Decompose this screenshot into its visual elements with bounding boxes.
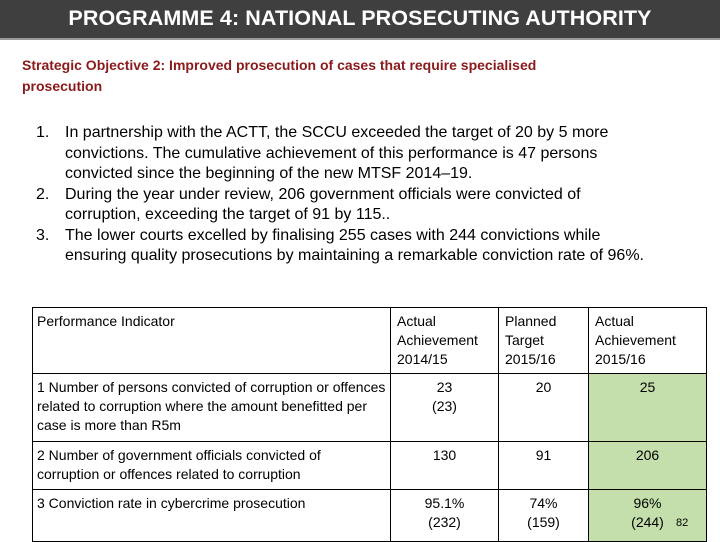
planned-2015-16-cell [499, 490, 589, 542]
indicator-cell: 1 Number of persons convicted of corruption or offences related to corruption where the amount benefitted per case is more than R5m [33, 374, 391, 442]
list-item-line: During the year under review, 206 government officials were convicted of [65, 185, 581, 203]
list-item-line: corruption, exceeding the target of 91 by 115.. [65, 206, 391, 223]
objective-line-2: prosecution [22, 78, 103, 94]
actual-2014-15-cell [391, 442, 499, 490]
indicator-cell: 3 Conviction rate in cybercrime prosecution [33, 490, 391, 542]
cell-value: 20 [535, 379, 552, 395]
header-planned-2015-16 [499, 308, 589, 374]
page-number: 82 [676, 517, 689, 529]
list-item-line: convicted since the beginning of the new MTSF 2014–19. [65, 165, 473, 182]
table-row [33, 490, 707, 542]
table-row [33, 442, 707, 490]
actual-2014-15-cell [391, 374, 499, 442]
header-text: Planned [505, 313, 557, 329]
cell-value: (23) [432, 398, 457, 414]
header-text: Achievement [397, 332, 478, 348]
actual-2015-16-cell [589, 442, 707, 490]
title-bar [0, 0, 720, 40]
list-item-line: ensuring quality prosecutions by maintaining a remarkable conviction rate of 96%. [65, 247, 644, 264]
cell-value: (232) [428, 514, 461, 530]
header-actual-2015-16 [589, 308, 707, 374]
cell-value: 95.1% [424, 495, 465, 511]
actual-2015-16-cell [589, 490, 707, 542]
page-title: PROGRAMME 4: NATIONAL PROSECUTING AUTHORITY [68, 6, 652, 30]
header-text: Achievement [595, 332, 676, 348]
list-item [36, 123, 720, 185]
header-text: 2015/16 [595, 351, 646, 367]
cell-value: 96% [633, 495, 662, 511]
actual-2015-16-cell [589, 374, 707, 442]
list-item-number: 3. [36, 226, 50, 244]
list-item-line: In partnership with the ACTT, the SCCU exceeded the target of 20 by 5 more [65, 124, 609, 141]
table-row [33, 374, 707, 442]
objective-line-1: Strategic Objective 2: Improved prosecution of cases that require specialised [22, 57, 537, 73]
performance-indicator-table [32, 307, 707, 542]
cell-value: 130 [432, 447, 457, 463]
actual-2014-15-cell [391, 490, 499, 542]
header-indicator: Performance Indicator [33, 308, 391, 374]
planned-2015-16-cell [499, 374, 589, 442]
list-item [36, 226, 720, 267]
header-actual-2014-15 [391, 308, 499, 374]
list-item-line: The lower courts excelled by finalising 255 cases with 244 convictions while [65, 226, 601, 244]
list-item-line: convictions. The cumulative achievement of this performance is 47 persons [65, 144, 598, 162]
planned-2015-16-cell [499, 442, 589, 490]
list-item-number: 1. [36, 124, 50, 141]
header-text: Actual [595, 313, 634, 329]
list-item [36, 185, 720, 226]
cell-value: (244) [631, 514, 664, 530]
cell-value: 23 [436, 379, 453, 395]
header-text: 2015/16 [505, 351, 556, 367]
strategic-objective [22, 55, 662, 97]
header-text: Actual [397, 313, 436, 329]
header-text: Target [505, 332, 544, 348]
achievement-list [36, 123, 720, 267]
cell-value: 206 [635, 447, 660, 463]
header-text: 2014/15 [397, 351, 448, 367]
cell-value: 91 [535, 447, 552, 463]
list-item-number: 2. [36, 185, 50, 203]
cell-value: 74% [529, 495, 558, 511]
cell-value: 25 [639, 379, 656, 395]
cell-value: (159) [527, 514, 560, 530]
indicator-cell: 2 Number of government officials convicted of corruption or offences related to corruption [33, 442, 391, 490]
table-header-row [33, 308, 707, 374]
